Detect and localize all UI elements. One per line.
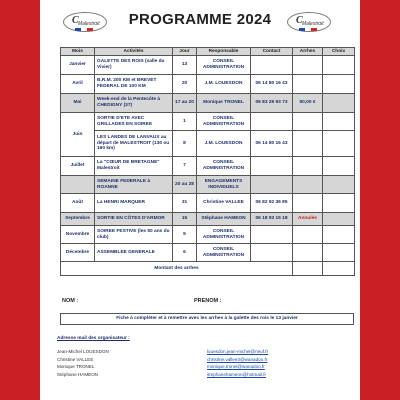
cell-arrhes	[293, 226, 323, 244]
cell-responsable: Christine VALLEE	[197, 194, 251, 213]
prenom-label: PRENOM :	[194, 298, 222, 304]
cell-choix[interactable]	[323, 113, 355, 131]
cell-contact: 06 18 93 15 18	[251, 213, 293, 226]
cell-responsable: CONSEIL ADMINISTRATION	[197, 113, 251, 131]
contact-row	[57, 349, 297, 357]
contact-row	[57, 372, 297, 380]
adresse-title: Adresse mail des organisateur :	[57, 336, 130, 341]
cell-jour: 17 au 20	[173, 94, 197, 113]
table-row	[61, 213, 355, 226]
cell-contact	[251, 226, 293, 244]
header-contact: Contact	[251, 48, 293, 56]
cell-activite: ASSEMBLEE GENERALE	[95, 244, 173, 262]
cell-contact: 06 82 92 36 85	[251, 194, 293, 213]
montant-row	[61, 262, 355, 276]
cell-contact: 06 83 29 93 73	[251, 94, 293, 113]
cell-contact	[251, 56, 293, 75]
cell-mois: Avril	[61, 75, 95, 94]
contact-name: Christine VALLEE	[57, 356, 94, 362]
header-mois: Mois	[61, 48, 95, 56]
cell-activite: SORTIE EN CÔTES D'ARMOR	[95, 213, 173, 226]
cell-contact	[251, 113, 293, 131]
cell-arrhes	[293, 113, 323, 131]
cell-jour: 1	[173, 113, 197, 131]
table-row	[61, 113, 355, 131]
contact-email-link[interactable]: louesdon.jean-michel@neuf.fr	[207, 349, 269, 354]
cell-activite: GALETTE DES ROIS (salle du Vivier)	[95, 56, 173, 75]
cell-responsable: Monique TRONEL	[197, 94, 251, 113]
table-row	[61, 226, 355, 244]
table-row	[61, 75, 355, 94]
cell-contact	[251, 176, 293, 194]
cell-activite: La "CŒUR DE BRETAGNE" Malestroit	[95, 157, 173, 176]
cell-mois	[61, 176, 95, 194]
table-header-row	[61, 48, 355, 56]
contact-email-link[interactable]: monique.tronel@wanadoo.fr	[207, 364, 265, 369]
contact-email-link[interactable]: stephanehameon@hotmail.fr	[207, 371, 267, 377]
cell-choix[interactable]	[323, 131, 355, 157]
cell-responsable: CONSEIL ADMINISTRATION	[197, 244, 251, 262]
header-choix: Choix	[323, 48, 355, 56]
cell-contact	[251, 244, 293, 262]
contact-row	[57, 364, 297, 372]
cell-mois: Décembre	[61, 244, 95, 262]
cell-choix[interactable]	[323, 226, 355, 244]
header-arrhes: Arrhes	[293, 48, 323, 56]
cell-mois: Janvier	[61, 56, 95, 75]
cell-responsable: J.M. LOUESDON	[197, 131, 251, 157]
cell-arrhes	[293, 131, 323, 157]
cell-contact: 06 14 80 16 43	[251, 75, 293, 94]
table-row	[61, 194, 355, 213]
cell-activite: Week-end de la Pentecôte à CHEDIGNY (37)	[95, 94, 173, 113]
cell-responsable: Stéphane HAMEON	[197, 213, 251, 226]
cell-responsable: ENGAGEMENTS INDIVIDUELS	[197, 176, 251, 194]
cell-arrhes	[293, 244, 323, 262]
cell-mois: Septembre	[61, 213, 95, 226]
cell-responsable: J.M. LOUESDON	[197, 75, 251, 94]
table-row	[61, 94, 355, 113]
contact-row	[57, 357, 297, 365]
cell-mois: Août	[61, 194, 95, 213]
document-page	[40, 0, 360, 400]
cell-mois: Novembre	[61, 226, 95, 244]
cell-jour: 8	[173, 131, 197, 157]
cell-responsable: CONSEIL ADMINISTRATION	[197, 56, 251, 75]
cell-choix[interactable]	[323, 176, 355, 194]
cell-activite: La HENRI MARQUER	[95, 194, 173, 213]
club-logo-left: C Malestroit	[63, 12, 107, 32]
cell-jour: 20 au 28	[173, 176, 197, 194]
cell-activite: B.R.M. 200 KM et BREVET FEDERAL DE 100 KM	[95, 75, 173, 94]
cell-jour: 15	[173, 213, 197, 226]
table-row	[61, 157, 355, 176]
cell-activite: SOIREE FESTIVE (les 50 ans du club)	[95, 226, 173, 244]
contact-email-link[interactable]: christine.vallee3@wanadoo.fr	[207, 356, 268, 362]
cell-arrhes	[293, 75, 323, 94]
page-title: PROGRAMME 2024	[128, 11, 272, 28]
cell-arrhes-annulee: Annulée	[293, 213, 323, 226]
cell-activite: LES LANDES DE LANVAUX au départ de MALESTROIT (130 ou 160 km)	[95, 131, 173, 157]
cell-responsable: CONSEIL ADMINISTRATION	[197, 226, 251, 244]
contact-name: Jean-Michel LOUESDON	[57, 349, 109, 354]
cell-choix[interactable]	[323, 157, 355, 176]
cell-choix[interactable]	[323, 75, 355, 94]
cell-activite: SORTIE D'ETE AVEC GRILLADES EN SOIREE	[95, 113, 173, 131]
programme-table	[60, 47, 355, 276]
montant-choix[interactable]	[323, 262, 355, 276]
contact-name: Stéphane HAMEON	[57, 371, 99, 377]
montant-value[interactable]	[293, 262, 323, 276]
table-row	[61, 56, 355, 75]
contact-list	[57, 349, 297, 379]
table-row	[61, 176, 355, 194]
header	[40, 0, 360, 44]
cell-choix[interactable]	[323, 194, 355, 213]
header-responsable: Responsable	[197, 48, 251, 56]
cell-contact: 06 14 80 16 43	[251, 131, 293, 157]
montant-label: Montant des arrhes	[61, 262, 293, 276]
cell-mois-juin: Juin	[61, 113, 95, 157]
nom-label: NOM :	[62, 298, 79, 304]
table-row	[61, 244, 355, 262]
cell-choix[interactable]	[323, 56, 355, 75]
header-jour: Jour	[173, 48, 197, 56]
cell-arrhes	[293, 194, 323, 213]
cell-jour: 20	[173, 75, 197, 94]
cell-choix[interactable]	[323, 244, 355, 262]
cell-arrhes	[293, 157, 323, 176]
cell-choix[interactable]	[323, 213, 355, 226]
cell-arrhes: 50,00 €	[293, 94, 323, 113]
cell-mois: Mai	[61, 94, 95, 113]
cell-jour: 9	[173, 226, 197, 244]
cell-mois: Juillet	[61, 157, 95, 176]
cell-jour: 6	[173, 244, 197, 262]
cell-jour: 13	[173, 56, 197, 75]
header-activites: Activités	[95, 48, 173, 56]
table-row	[61, 131, 355, 157]
cell-responsable: CONSEIL ADMINISTRATION	[197, 157, 251, 176]
cell-choix[interactable]	[323, 94, 355, 113]
club-logo-right: C Malestroit	[287, 12, 331, 32]
cell-jour: 7	[173, 157, 197, 176]
cell-activite: SEMAINE FEDERALE à ROANNE	[95, 176, 173, 194]
cell-arrhes	[293, 176, 323, 194]
contact-name: Monique TRONEL	[57, 364, 95, 369]
cell-arrhes	[293, 56, 323, 75]
cell-contact	[251, 157, 293, 176]
fiche-instructions: Fiche à compléter et à remettre avec les arrhes à la galette des rois le 13 janvier	[60, 313, 354, 325]
cell-jour: 31	[173, 194, 197, 213]
